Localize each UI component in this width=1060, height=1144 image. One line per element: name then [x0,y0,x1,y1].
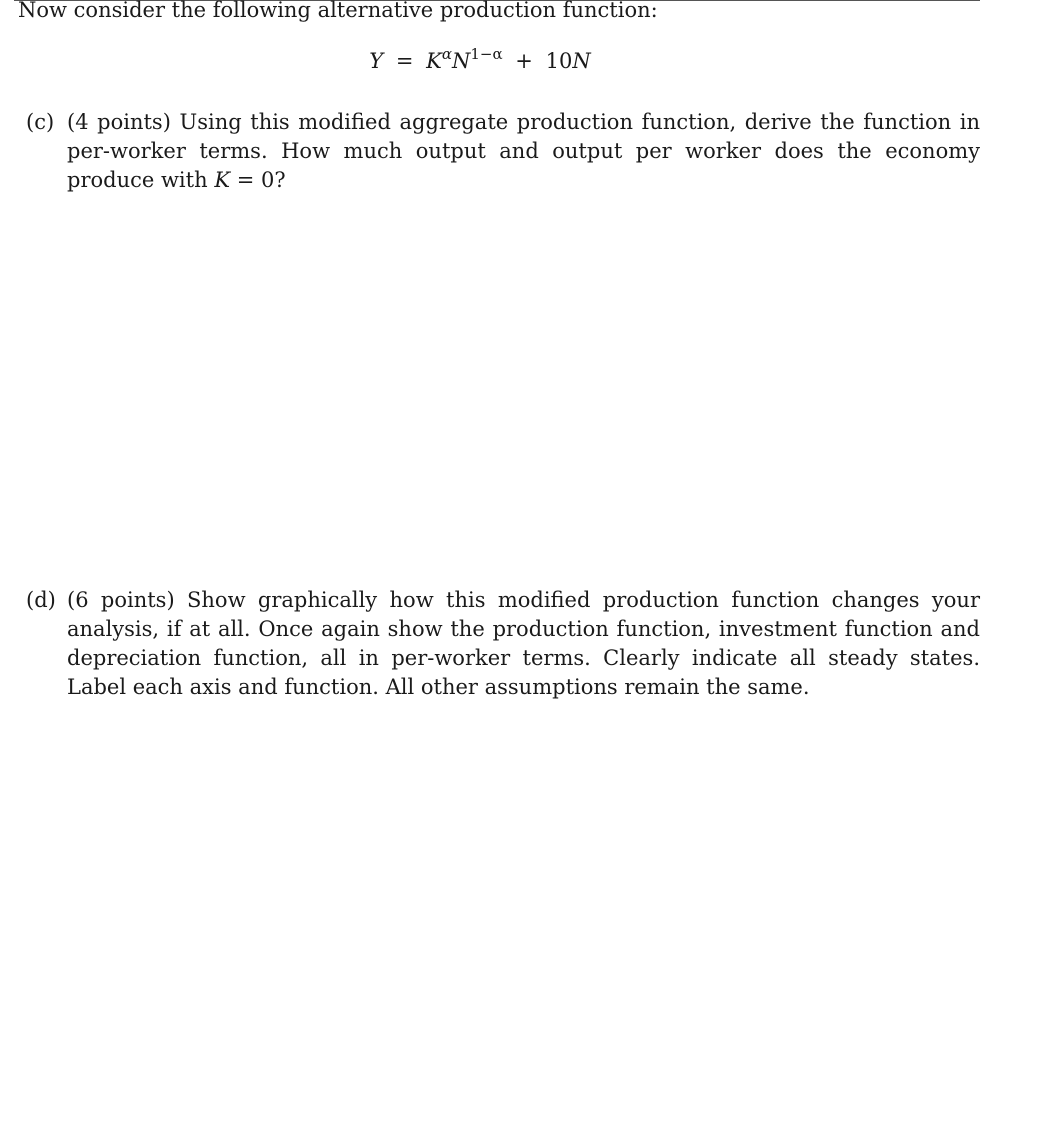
eq-n: N [451,49,471,73]
eq-term2-var: N [572,49,591,73]
question-d-text [26,586,980,702]
eq-plus: + [515,49,533,73]
eq-term2-coef: 10 [545,49,573,73]
question-c-tail-rest: = 0? [230,168,286,192]
question-d-body: Show graphically how this modified production function changes your analysis, if at all. Once again show the production function, investment function and depreciation function, all in per-worker terms. Clearly indicate all steady states. Label each axis and function. All other assumptions remain the same. [67,588,980,699]
question-d-label: (d) [26,588,56,612]
production-equation [0,44,960,78]
question-c-text [26,108,980,195]
question-c [26,108,980,195]
question-c-points: (4 points) [67,110,171,134]
question-c-label: (c) [26,110,55,134]
question-c-body: Using this modified aggregate production function, derive the function in per-worker terms. How much output and output per worker does the economy produce with [67,110,980,192]
eq-k-exponent: α [441,45,452,63]
question-d-points: (6 points) [67,588,175,612]
eq-n-exponent: 1−α [470,45,503,63]
question-c-tail-var: K [214,168,231,192]
question-d [26,586,980,702]
eq-lhs: Y [369,49,384,73]
intro-text: Now consider the following alternative production function: [18,0,658,22]
eq-equals: = [395,49,414,73]
eq-k: K [426,49,442,73]
